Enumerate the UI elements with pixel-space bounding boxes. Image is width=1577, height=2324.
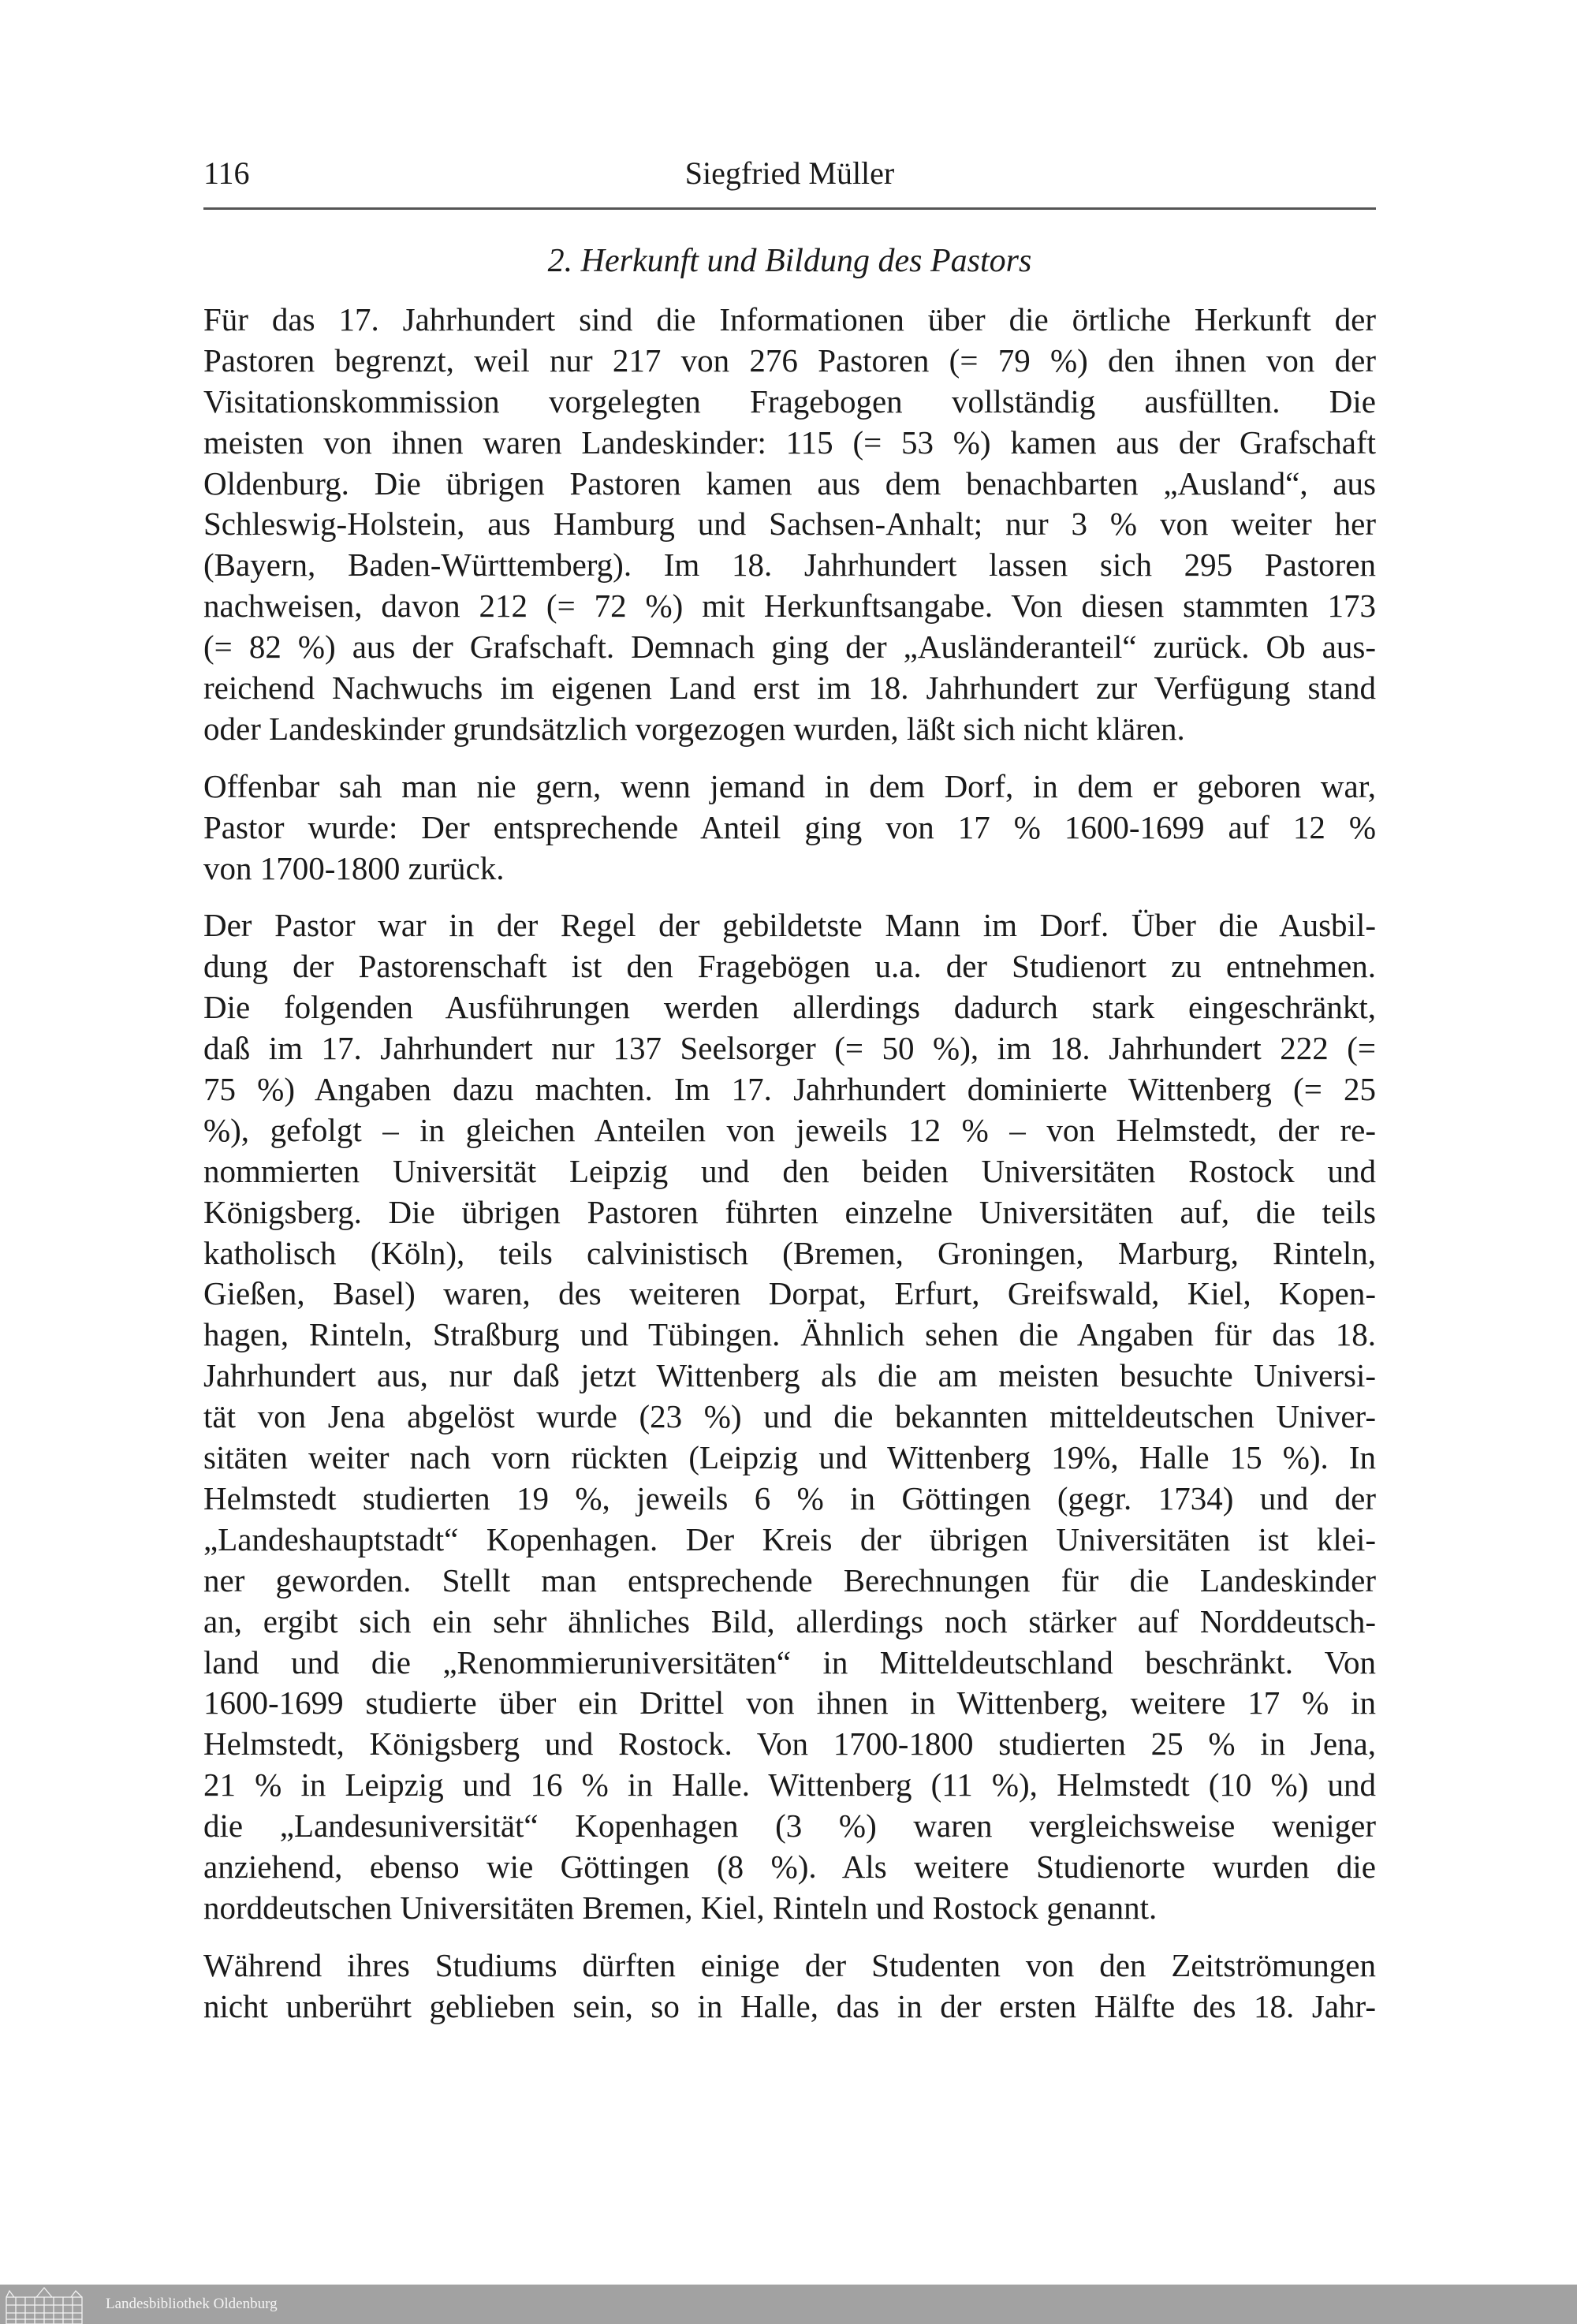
body-text [203,300,1376,2044]
text-line: (Bayern, Baden-Württemberg). Im 18. Jahrhundert lassen sich 295 Pastoren [203,546,1376,584]
page-number: 116 [203,155,250,191]
text-line: Visitationskommission vorgelegten Fragebogen vollständig ausfüllten. Die [203,382,1376,420]
text-line: land und die „Renommieruniversitäten“ in Mitteldeutschland beschränkt. Von [203,1643,1376,1681]
paragraph [203,1945,1376,2027]
text-line: tät von Jena abgelöst wurde (23 %) und die bekannten mitteldeutschen Univer- [203,1398,1376,1435]
footer-bar [0,2285,1577,2324]
text-line: Oldenburg. Die übrigen Pastoren kamen aus dem benachbarten „Ausland“, aus [203,464,1376,502]
paragraph [203,905,1376,1928]
text-line: Helmstedt, Königsberg und Rostock. Von 1700-1800 studierten 25 % in Jena, [203,1725,1376,1763]
text-line: (= 82 %) aus der Grafschaft. Demnach ging der „Ausländeranteil“ zurück. Ob aus- [203,629,1376,666]
text-line: %), gefolgt – in gleichen Anteilen von jeweils 12 % – von Helmstedt, der re- [203,1111,1376,1148]
text-line: 75 %) Angaben dazu machten. Im 17. Jahrhundert dominierte Wittenberg (= 25 [203,1071,1376,1108]
text-line: Pastor wurde: Der entsprechende Anteil ging von 17 % 1600-1699 auf 12 % [203,808,1376,845]
paragraph [203,300,1376,750]
header-rule [203,207,1376,210]
text-line: nicht unberührt geblieben sein, so in Halle, das in der ersten Hälfte des 18. Jahr- [203,1987,1376,2024]
text-line: nommierten Universität Leipzig und den beiden Universitäten Rostock und [203,1152,1376,1189]
paragraph [203,767,1376,890]
text-line: Der Pastor war in der Regel der gebildetste Mann im Dorf. Über die Ausbil- [203,907,1376,944]
text-line: Offenbar sah man nie gern, wenn jemand in dem Dorf, in dem er geboren war, [203,767,1376,804]
text-line: oder Landeskinder grundsätzlich vorgezogen wurden, läßt sich nicht klären. [203,710,1185,747]
text-line: Die folgenden Ausführungen werden allerdings dadurch stark eingeschränkt, [203,989,1376,1026]
text-line: 21 % in Leipzig und 16 % in Halle. Wittenberg (11 %), Helmstedt (10 %) und [203,1766,1376,1804]
text-line: Jahrhundert aus, nur daß jetzt Wittenberg als die am meisten besuchte Universi- [203,1357,1376,1394]
section-heading: 2. Herkunft und Bildung des Pastors [547,243,1032,279]
text-line: Gießen, Basel) waren, des weiteren Dorpat, Erfurt, Greifswald, Kiel, Kopen- [203,1275,1376,1312]
library-name: Landesbibliothek Oldenburg [106,2296,278,2312]
text-line: ner geworden. Stellt man entsprechende Berechnungen für die Landeskinder [203,1561,1376,1598]
text-line: Helmstedt studierten 19 %, jeweils 6 % in Göttingen (gegr. 1734) und der [203,1479,1376,1516]
text-line: nachweisen, davon 212 (= 72 %) mit Herkunftsangabe. Von diesen stammten 173 [203,588,1376,625]
text-line: norddeutschen Universitäten Bremen, Kiel, Rinteln und Rostock genannt. [203,1889,1158,1926]
text-line: Pastoren begrenzt, weil nur 217 von 276 Pastoren (= 79 %) den ihnen von der [203,341,1376,379]
running-header-author: Siegfried Müller [684,155,895,191]
text-line: reichend Nachwuchs im eigenen Land erst im 18. Jahrhundert zur Verfügung stand [203,670,1376,707]
text-line: sitäten weiter nach vorn rückten (Leipzig und Wittenberg 19%, Halle 15 %). In [203,1439,1376,1476]
text-line: an, ergibt sich ein sehr ähnliches Bild, allerdings noch stärker auf Norddeutsch- [203,1602,1376,1639]
text-line: Schleswig-Holstein, aus Hamburg und Sachsen-Anhalt; nur 3 % von weiter her [203,505,1376,543]
text-line: daß im 17. Jahrhundert nur 137 Seelsorger (= 50 %), im 18. Jahrhundert 222 (= [203,1030,1376,1067]
text-line: katholisch (Köln), teils calvinistisch (Bremen, Groningen, Marburg, Rinteln, [203,1234,1376,1271]
text-line: die „Landesuniversität“ Kopenhagen (3 %) waren vergleichsweise weniger [203,1807,1376,1845]
text-line: 1600-1699 studierte über ein Drittel von ihnen in Wittenberg, weitere 17 % in [203,1684,1376,1722]
text-line: anziehend, ebenso wie Göttingen (8 %). Als weitere Studienorte wurden die [203,1848,1376,1885]
text-line: von 1700-1800 zurück. [203,849,505,886]
text-line: meisten von ihnen waren Landeskinder: 115 (= 53 %) kamen aus der Grafschaft [203,423,1376,461]
text-line: Während ihres Studiums dürften einige der Studenten von den Zeitströmungen [203,1946,1376,1983]
text-line: Königsberg. Die übrigen Pastoren führten einzelne Universitäten auf, die teils [203,1193,1376,1230]
library-building-icon [5,2286,84,2324]
text-line: hagen, Rinteln, Straßburg und Tübingen. Ähnlich sehen die Angaben für das 18. [203,1316,1376,1353]
text-line: Für das 17. Jahrhundert sind die Informationen über die örtliche Herkunft der [203,301,1376,338]
text-line: „Landeshauptstadt“ Kopenhagen. Der Kreis der übrigen Universitäten ist klei- [203,1520,1376,1557]
text-line: dung der Pastorenschaft ist den Fragebögen u.a. der Studienort zu entnehmen. [203,948,1376,985]
